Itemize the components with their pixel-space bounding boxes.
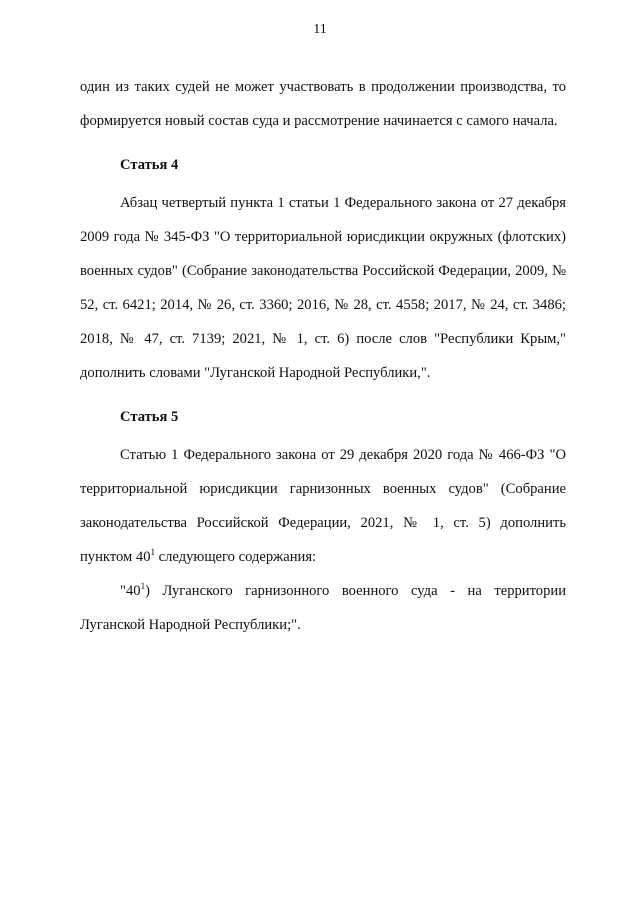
article-5-superscript-2: 1 — [140, 581, 146, 592]
intro-paragraph: один из таких судей не может участвовать в продолжении производства, то формируется новый состав суда и рассмотрение начинается с самого начала. — [80, 79, 566, 129]
article-5-paragraph — [80, 438, 566, 574]
page-number: 11 — [313, 22, 327, 37]
article-5-quote-part1: "40 — [120, 583, 141, 599]
document-body — [80, 70, 566, 642]
article-5-heading: Статья 5 — [120, 409, 179, 425]
article-4-heading: Статья 4 — [120, 157, 179, 173]
article-5-quote-part2: ) Луганского гарнизонного военного суда - на территории Луганской Народной Республики;". — [80, 583, 566, 633]
article-5-text-part1: Статью 1 Федерального закона от 29 декабря 2020 года № 466-ФЗ "О территориальной юрисдикции гарнизонных военных судов" (Собрание законодательства Российской Федерации, 2021, № 1, ст. 5) дополнить пунктом 40 — [80, 447, 566, 565]
article-5-text-part2: следующего содержания: — [155, 549, 317, 565]
article-4-paragraph: Абзац четвертый пункта 1 статьи 1 Федерального закона от 27 декабря 2009 года № 345-ФЗ "О территориальной юрисдикции окружных (флотских) военных судов" (Собрание законодательства Российской Федерации, 2009, № 52, ст. 6421; 2014, № 26, ст. 3360; 2016, № 28, ст. 4558; 2017, № 24, ст. 3486; 2018, № 47, ст. 7139; 2021, № 1, ст. 6) после слов "Республики Крым," дополнить словами "Луганской Народной Республики,". — [80, 195, 566, 381]
article-5-superscript-1: 1 — [150, 547, 155, 558]
article-5-quote-paragraph — [80, 574, 566, 642]
